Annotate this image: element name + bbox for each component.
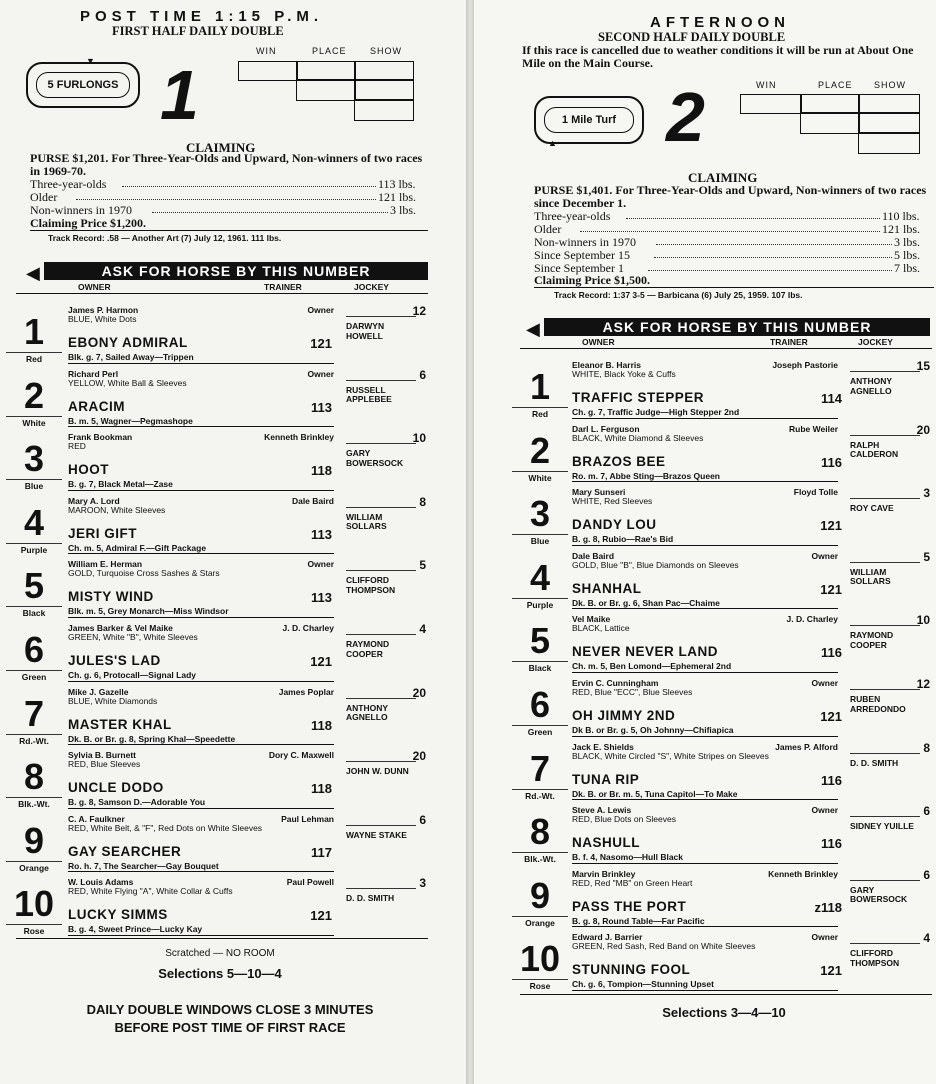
weight-value: 5 lbs. (894, 248, 921, 262)
silks-description: RED, White Flying "A", White Collar & Cuffs (68, 886, 233, 897)
owner-name: Edward J. Barrier (572, 932, 643, 943)
weight: z118 (814, 899, 842, 915)
trainer-name: Kenneth Brinkley (264, 432, 334, 443)
weight-value: 110 lbs. (882, 209, 920, 223)
trainer-name: Paul Lehman (281, 813, 334, 824)
weight-label: Older (534, 222, 562, 236)
silks-description: RED, Red "MB" on Green Heart (572, 877, 693, 888)
horse-name: TRAFFIC STEPPER (572, 390, 705, 405)
weight-label: Three-year-olds (534, 209, 611, 223)
track-diagram (534, 96, 644, 144)
horse-name: UNCLE DODO (68, 780, 164, 796)
jockey-column-header: JOCKEY (354, 282, 389, 292)
weight-value: 113 lbs. (378, 177, 416, 191)
program-number: 6 (23, 629, 45, 670)
pedigree: Blk. m. 5, Grey Monarch—Miss Windsor (68, 606, 229, 617)
morning-line-odds: 12 (412, 304, 426, 318)
trainer-name: Owner (811, 678, 838, 688)
horse-name: JULES'S LAD (68, 653, 161, 668)
selections: Selections 3—4—10 (662, 1005, 786, 1020)
post-time-title: POST TIME 1:15 P.M. (80, 8, 324, 25)
jockey-name: ANTHONY AGNELLO (850, 376, 892, 396)
pedigree: Ro. m. 7, Abbe Sting—Brazos Queen (572, 470, 720, 481)
trainer-name: Owner (811, 805, 838, 816)
silks-description: GOLD, Blue "B", Blue Diamonds on Sleeves (572, 559, 739, 570)
daily-double-subtitle: SECOND HALF DAILY DOUBLE (598, 30, 786, 44)
silks-description: BLUE, White Dots (68, 314, 137, 324)
saddle-cloth-color: Blue (512, 534, 568, 546)
scratched-note: Scratched — NO ROOM (165, 948, 275, 959)
program-number: 8 (529, 811, 551, 853)
owner-name: Sylvia B. Burnett (68, 750, 137, 761)
silks-description: WHITE, Red Sleeves (572, 496, 653, 507)
pedigree: B. m. 5, Wagner—Pegmashope (68, 415, 193, 426)
weight: 118 (311, 781, 332, 797)
weight: 113 (311, 399, 332, 415)
program-number: 3 (23, 438, 45, 480)
pedigree: Ro. h. 7, The Searcher—Gay Bouquet (68, 860, 219, 871)
pedigree: B. g. 8, Samson D.—Adorable You (68, 797, 206, 808)
silks-description: GREEN, Red Sash, Red Band on White Sleeves (572, 941, 756, 952)
horse-name: NEVER NEVER LAND (572, 644, 719, 660)
trainer-name: Owner (307, 368, 334, 379)
pedigree: Ch. g. 6, Protocall—Signal Lady (68, 670, 196, 680)
morning-line-odds: 6 (419, 367, 426, 382)
weight: 121 (310, 654, 332, 669)
jockey-name: ANTHONY AGNELLO (346, 702, 388, 723)
jockey-name: RUSSELL APPLEBEE (346, 384, 392, 405)
weight: 113 (311, 526, 332, 542)
program-number: 4 (23, 501, 45, 543)
saddle-cloth-color: Purple (6, 543, 62, 555)
trainer-name: Joseph Pastorie (772, 360, 838, 370)
trainer-name: Owner (811, 932, 838, 943)
morning-line-odds: 20 (916, 422, 930, 437)
track-diagram (26, 62, 140, 108)
weight-value: 121 lbs. (882, 222, 921, 236)
owner-name: Marvin Brinkley (572, 868, 636, 879)
weight-value: 121 lbs. (378, 190, 417, 204)
trainer-name: Dory C. Maxwell (268, 750, 334, 761)
saddle-cloth-color: White (512, 471, 568, 483)
race-number: 2 (666, 78, 705, 156)
pedigree: Ch. g. 7, Traffic Judge—High Stepper 2nd (572, 407, 740, 417)
program-number: 1 (23, 311, 45, 352)
trainer-name: Rube Weiler (789, 423, 838, 434)
pedigree: Dk. B. or Br. g. 6, Shan Pac—Chaime (572, 597, 720, 608)
weight: 118 (311, 463, 332, 479)
morning-line-odds: 20 (412, 685, 426, 700)
jockey-name: CLIFFORD THOMPSON (850, 948, 900, 968)
silks-description: RED, White Belt, & "F", Red Dots on White Sleeves (68, 822, 263, 833)
saddle-cloth-color: Rd.-Wt. (512, 789, 568, 801)
saddle-cloth-color: Blk.-Wt. (512, 852, 568, 864)
program-number: 9 (529, 874, 551, 916)
program-number: 10 (14, 883, 55, 925)
owner-name: Dale Baird (572, 550, 615, 561)
pedigree: B. f. 4, Nasomo—Hull Black (572, 852, 683, 863)
purse-conditions: PURSE $1,401. For Three-Year-Olds and Upward, Non-winners of two races since December 1. (534, 183, 927, 210)
owner-name: Ervin C. Cunningham (572, 678, 659, 688)
morning-line-odds: 6 (419, 812, 426, 827)
jockey-name: GARY BOWERSOCK (346, 448, 404, 468)
weight-label: Since September 1 (534, 261, 624, 275)
saddle-cloth-color: Blk.-Wt. (6, 797, 62, 809)
finish-marker-icon: ▲ (548, 138, 557, 148)
claiming-price: Claiming Price $1,500. (534, 273, 650, 287)
distance-label: 5 FURLONGS (36, 72, 130, 98)
horse-name: GAY SEARCHER (68, 843, 182, 859)
morning-line-odds: 8 (419, 494, 426, 509)
program-number: 5 (23, 565, 45, 607)
morning-line-odds: 20 (412, 749, 426, 764)
jockey-name: WILLIAM SOLLARS (346, 511, 387, 532)
saddle-cloth-color: Rose (512, 979, 568, 991)
weight: 121 (820, 963, 842, 979)
weight-value: 3 lbs. (390, 203, 417, 217)
horse-name: NASHULL (572, 835, 640, 851)
place-label: PLACE (312, 46, 347, 56)
saddle-cloth-color: Rose (6, 924, 62, 936)
owner-name: Mary A. Lord (68, 495, 120, 506)
jockey-name: SIDNEY YUILLE (850, 821, 914, 832)
saddle-cloth-color: Orange (512, 916, 568, 928)
ask-by-number-banner: ASK FOR HORSE BY THIS NUMBER (44, 262, 428, 280)
morning-line-odds: 10 (412, 431, 426, 446)
pedigree: Dk. B. or Br. g. 8, Spring Khal—Speedette (68, 733, 236, 744)
program-number: 6 (529, 684, 551, 725)
owner-name: Darl L. Ferguson (572, 423, 640, 434)
track-record: Track Record: 1:37 3-5 — Barbicana (6) July 25, 1959. 107 lbs. (554, 290, 803, 300)
silks-description: RED, Blue "ECC", Blue Sleeves (572, 687, 693, 697)
program-number: 10 (520, 938, 561, 980)
program-number: 8 (23, 756, 45, 798)
silks-description: YELLOW, White Ball & Sleeves (68, 377, 187, 388)
program-number: 2 (529, 429, 551, 471)
owner-name: Steve A. Lewis (572, 805, 632, 816)
silks-description: GOLD, Turquoise Cross Sashes & Stars (68, 568, 220, 579)
weight-label: Three-year-olds (30, 177, 107, 191)
trainer-name: James Poplar (278, 686, 334, 697)
morning-line-odds: 3 (923, 486, 930, 501)
finish-marker-icon: ▼ (86, 56, 95, 66)
jockey-name: CLIFFORD THOMPSON (346, 575, 396, 595)
trainer-column-header: TRAINER (770, 337, 808, 347)
win-label: WIN (756, 80, 777, 90)
trainer-name: Dale Baird (291, 495, 334, 506)
weather-note: If this race is cancelled due to weather conditions it will be run at About One Mile on the Main Course. (522, 43, 914, 70)
silks-description: WHITE, Black Yoke & Cuffs (572, 369, 676, 379)
horse-name: PASS THE PORT (572, 898, 687, 914)
jockey-name: ROY CAVE (850, 503, 894, 514)
horse-name: OH JIMMY 2ND (572, 708, 676, 723)
owner-name: Vel Maike (572, 614, 611, 625)
jockey-name: RALPH CALDERON (850, 439, 899, 460)
program-number: 5 (529, 620, 551, 662)
program-number: 9 (23, 819, 45, 861)
horse-name: SHANHAL (572, 580, 642, 596)
weight: 116 (821, 836, 842, 852)
horse-name: TUNA RIP (572, 771, 640, 787)
jockey-name: JOHN W. DUNN (346, 766, 409, 777)
horse-name: BRAZOS BEE (572, 453, 666, 469)
jockey-column-header: JOCKEY (858, 337, 893, 347)
trainer-name: Owner (307, 305, 334, 315)
page-gutter (466, 0, 474, 1084)
program-number: 7 (529, 747, 551, 789)
jockey-name: RAYMOND COOPER (346, 639, 390, 659)
owner-column-header: OWNER (582, 337, 615, 347)
horse-name: HOOT (68, 462, 109, 478)
saddle-cloth-color: Purple (512, 598, 568, 610)
trainer-name: J. D. Charley (786, 614, 838, 625)
morning-line-odds: 5 (419, 558, 426, 573)
pedigree: B. g. 8, Rubio—Rae's Bid (572, 534, 674, 545)
weight: 121 (310, 908, 332, 924)
weight-value: 3 lbs. (894, 235, 921, 249)
horse-name: STUNNING FOOL (572, 962, 691, 978)
horse-name: JERI GIFT (68, 525, 138, 541)
jockey-name: WAYNE STAKE (346, 829, 407, 840)
morning-line-odds: 10 (916, 613, 930, 628)
weight-value: 7 lbs. (894, 261, 921, 275)
purse-conditions: PURSE $1,201. For Three-Year-Olds and Upward, Non-winners of two races in 1969-70. (30, 151, 423, 178)
jockey-name: RUBEN ARREDONDO (850, 694, 906, 714)
saddle-cloth-color: Black (512, 661, 568, 673)
silks-description: BLACK, White Circled "S", White Stripes on Sleeves (572, 750, 769, 761)
jockey-name: DARWYN HOWELL (346, 321, 385, 341)
morning-line-odds: 12 (916, 677, 930, 691)
daily-double-subtitle: FIRST HALF DAILY DOUBLE (112, 24, 284, 38)
horse-name: LUCKY SIMMS (68, 907, 168, 923)
saddle-cloth-color: Green (512, 725, 568, 737)
weight-label: Older (30, 190, 58, 204)
pedigree: B. g. 7, Black Metal—Zase (68, 479, 173, 490)
program-number: 2 (23, 374, 45, 416)
weight: 121 (820, 709, 842, 724)
owner-name: James Barker & Vel Maike (68, 623, 173, 633)
weight: 116 (821, 772, 842, 788)
trainer-name: Kenneth Brinkley (768, 868, 838, 879)
horse-name: MASTER KHAL (68, 716, 172, 732)
distance-label: 1 Mile Turf (544, 107, 634, 133)
owner-column-header: OWNER (78, 282, 111, 292)
morning-line-odds: 3 (419, 876, 426, 891)
arrow-left-icon: ◀ (526, 319, 540, 339)
jockey-name: GARY BOWERSOCK (850, 884, 908, 905)
pedigree: B. g. 4, Sweet Prince—Lucky Kay (68, 924, 203, 935)
weight: 117 (311, 844, 332, 860)
pedigree: Ch. g. 6, Tompion—Stunning Upset (572, 979, 714, 990)
pedigree: Dk. B. or Br. m. 5, Tuna Capitol—To Make (572, 788, 738, 799)
owner-name: Eleanor B. Harris (572, 360, 641, 370)
race-1-page (0, 0, 466, 1084)
owner-name: C. A. Faulkner (68, 813, 125, 824)
silks-description: BLUE, White Diamonds (68, 695, 158, 706)
owner-name: James P. Harmon (68, 305, 139, 315)
arrow-left-icon: ◀ (26, 263, 40, 283)
saddle-cloth-color: Green (6, 670, 62, 682)
owner-name: Mike J. Gazelle (68, 686, 129, 697)
daily-double-notice: DAILY DOUBLE WINDOWS CLOSE 3 MINUTES BEFORE POST TIME OF FIRST RACE (86, 1002, 374, 1035)
weight-label: Non-winners in 1970 (534, 235, 636, 249)
saddle-cloth-color: Blue (6, 479, 62, 491)
trainer-name: Owner (307, 559, 334, 570)
owner-name: Frank Bookman (68, 432, 133, 443)
trainer-column-header: TRAINER (264, 282, 302, 292)
silks-description: RED (68, 441, 86, 452)
owner-name: William E. Herman (68, 559, 143, 570)
race-number: 1 (160, 56, 199, 134)
owner-name: Richard Perl (68, 368, 119, 379)
selections: Selections 5—10—4 (158, 966, 282, 981)
horse-name: EBONY ADMIRAL (68, 335, 188, 350)
trainer-name: Owner (811, 550, 838, 561)
place-label: PLACE (818, 80, 853, 90)
win-label: WIN (256, 46, 277, 56)
horse-name: DANDY LOU (572, 517, 657, 533)
weight: 121 (310, 336, 332, 351)
weight: 114 (821, 391, 842, 406)
owner-name: W. Louis Adams (68, 877, 134, 888)
morning-line-odds: 15 (916, 359, 930, 373)
trainer-name: Floyd Tolle (793, 487, 838, 498)
saddle-cloth-color: Black (6, 606, 62, 618)
claiming-price: Claiming Price $1,200. (30, 216, 146, 230)
race-type: CLAIMING (186, 140, 256, 155)
morning-line-odds: 6 (923, 804, 930, 819)
silks-description: RED, Blue Dots on Sleeves (572, 814, 676, 825)
saddle-cloth-color: Orange (6, 861, 62, 873)
trainer-name: James P. Alford (775, 741, 838, 752)
jockey-name: D. D. SMITH (346, 893, 395, 904)
program-number: 7 (23, 692, 45, 734)
saddle-cloth-color: Rd.-Wt. (6, 734, 62, 746)
silks-description: BLACK, Lattice (572, 623, 630, 634)
morning-line-odds: 4 (419, 622, 426, 636)
show-label: SHOW (370, 46, 402, 56)
weight: 121 (820, 518, 842, 534)
jockey-name: WILLIAM SOLLARS (850, 566, 891, 587)
weight: 121 (820, 581, 842, 597)
pedigree: Dk B. or Br. g. 5, Oh Johnny—Chifiapica (572, 725, 734, 735)
jockey-name: D. D. SMITH (850, 757, 899, 768)
morning-line-odds: 5 (923, 549, 930, 564)
owner-name: Mary Sunseri (572, 487, 626, 498)
track-record: Track Record: .58 — Another Art (7) July 12, 1961. 111 lbs. (48, 233, 282, 243)
saddle-cloth-color: Red (512, 407, 568, 419)
saddle-cloth-color: White (6, 416, 62, 428)
weight-label: Since September 15 (534, 248, 630, 262)
pedigree: Blk. g. 7, Sailed Away—Trippen (68, 352, 194, 362)
weight: 116 (821, 645, 842, 661)
race-2-page (474, 0, 936, 1084)
pedigree: Ch. m. 5, Ben Lomond—Ephemeral 2nd (572, 661, 732, 672)
owner-name: Jack E. Shields (572, 741, 634, 752)
weight: 118 (311, 717, 332, 733)
morning-line-odds: 4 (923, 931, 930, 946)
horse-name: MISTY WIND (68, 589, 154, 605)
pedigree: Ch. m. 5, Admiral F.—Gift Package (68, 542, 207, 553)
morning-line-odds: 6 (923, 867, 930, 882)
trainer-name: Paul Powell (286, 877, 334, 888)
horse-name: ARACIM (68, 398, 125, 414)
trainer-name: J. D. Charley (282, 623, 334, 633)
race-type: CLAIMING (688, 170, 758, 185)
show-label: SHOW (874, 80, 906, 90)
jockey-name: RAYMOND COOPER (850, 630, 894, 650)
program-number: 4 (529, 556, 551, 598)
morning-line-odds: 8 (923, 740, 930, 755)
weight-label: Non-winners in 1970 (30, 203, 132, 217)
afternoon-title: AFTERNOON (650, 14, 790, 31)
weight: 116 (821, 454, 842, 470)
pedigree: B. g. 8, Round Table—Far Pacific (572, 915, 705, 926)
silks-description: MAROON, White Sleeves (68, 504, 166, 515)
silks-description: GREEN, White "B", White Sleeves (68, 632, 198, 642)
program-number: 3 (529, 493, 551, 535)
saddle-cloth-color: Red (6, 352, 62, 364)
silks-description: RED, Blue Sleeves (68, 759, 141, 770)
ask-by-number-banner: ASK FOR HORSE BY THIS NUMBER (544, 318, 930, 336)
program-number: 1 (529, 366, 551, 407)
silks-description: BLACK, White Diamond & Sleeves (572, 432, 704, 443)
weight: 113 (311, 590, 332, 606)
